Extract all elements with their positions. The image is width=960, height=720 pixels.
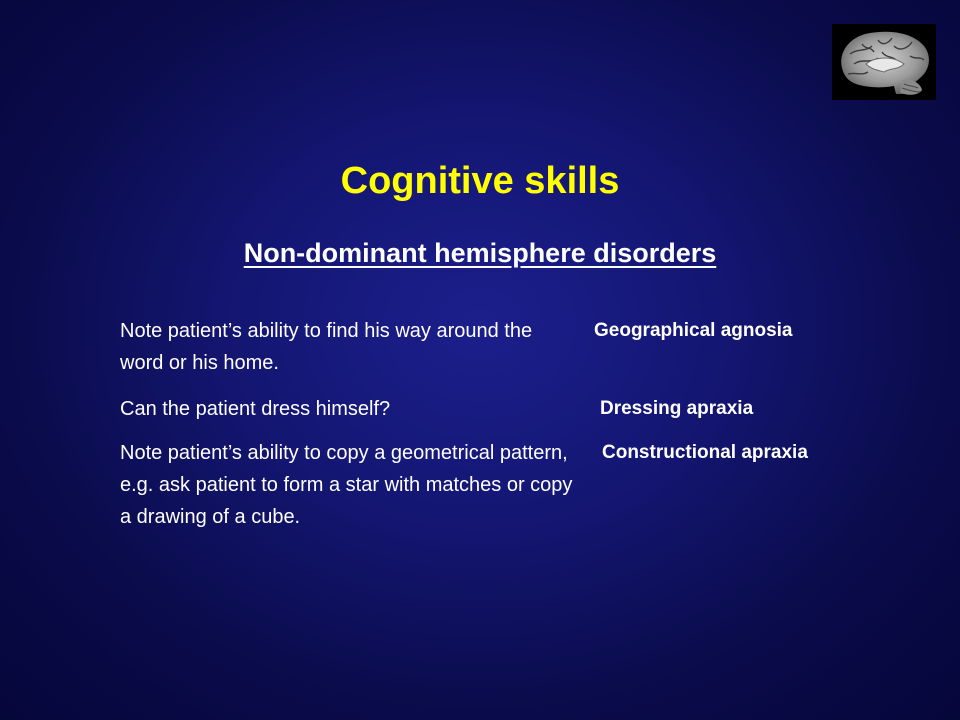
brain-sagittal-icon — [832, 24, 936, 100]
row-term: Dressing apraxia — [600, 398, 754, 419]
row-term: Geographical agnosia — [594, 320, 793, 341]
row-description: Note patient’s ability to copy a geometrical pattern, e.g. ask patient to form a star with matches or copy a drawing of a cube. — [120, 442, 573, 528]
row-description: Can the patient dress himself? — [120, 398, 391, 420]
slide-subtitle: Non-dominant hemisphere disorders — [243, 238, 717, 268]
brain-image — [832, 24, 936, 100]
slide-title: Cognitive skills — [340, 160, 620, 202]
row-description: Note patient’s ability to find his way around the word or his home. — [120, 320, 533, 374]
row-term: Constructional apraxia — [602, 442, 808, 463]
